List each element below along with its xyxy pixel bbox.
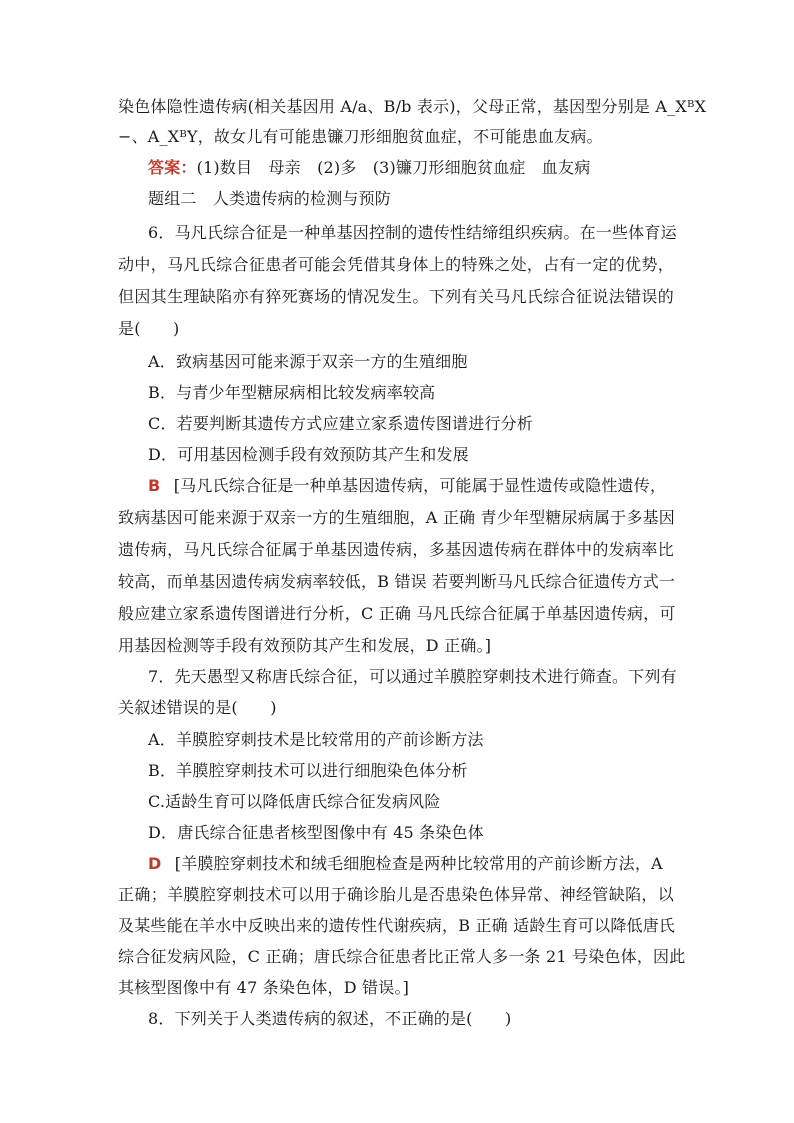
q7-explanation-line: [羊膜腔穿刺技术和绒毛细胞检查是两种比较常用的产前诊断方法，A bbox=[174, 854, 663, 873]
q7-answer-letter: D bbox=[148, 854, 162, 873]
answer-text: (1)数目 母亲 (2)多 (3)镰刀形细胞贫血症 血友病 bbox=[196, 158, 591, 177]
continued-line-2: −、A_XᴮY，故女儿有可能患镰刀形细胞贫血症，不可能患血友病。 bbox=[118, 127, 603, 146]
q6-option-b: B．与青少年型糖尿病相比较发病率较高 bbox=[148, 383, 436, 402]
q6-explanation-line: 用基因检测等手段有效预防其产生和发展，D 正确。] bbox=[118, 636, 492, 655]
answer-line bbox=[148, 157, 590, 179]
q7-explanation-first bbox=[148, 853, 674, 875]
q7-option-d: D．唐氏综合征患者核型图像中有 45 条染色体 bbox=[148, 823, 484, 842]
continued-line-1: 染色体隐性遗传病(相关基因用 A/a、B/b 表示)，父母正常，基因型分别是 A_XᴮX bbox=[118, 97, 707, 116]
q6-explanation-line: 较高，而单基因遗传病发病率较低，B 错误 若要判断马凡氏综合征遗传方式一 bbox=[118, 572, 676, 591]
q6-stem-line: 6．马凡氏综合征是一种单基因控制的遗传性结缔组织疾病。在一些体育运 bbox=[148, 223, 677, 242]
q6-stem-line: 动中，马凡氏综合征患者可能会凭借其身体上的特殊之处，占有一定的优势， bbox=[118, 255, 674, 274]
q6-explanation-first bbox=[148, 475, 674, 497]
q6-option-c: C．若要判断其遗传方式应建立家系遗传图谱进行分析 bbox=[148, 414, 534, 433]
q7-explanation-line: 综合征发病风险，C 正确；唐氏综合征患者比正常人多一条 21 号染色体，因此 bbox=[118, 947, 686, 966]
q6-option-a: A．致病基因可能来源于双亲一方的生殖细胞 bbox=[148, 352, 468, 371]
q6-stem-line: 但因其生理缺陷亦有猝死赛场的情况发生。下列有关马凡氏综合征说法错误的 bbox=[118, 287, 674, 306]
q6-explanation-line: 遗传病，马凡氏综合征属于单基因遗传病，多基因遗传病在群体中的发病率比 bbox=[118, 540, 674, 559]
q7-stem-line: 7．先天愚型又称唐氏综合征，可以通过羊膜腔穿刺技术进行筛查。下列有 bbox=[148, 667, 677, 686]
answer-label: 答案： bbox=[148, 158, 197, 177]
q7-explanation-line: 正确；羊膜腔穿刺技术可以用于确诊胎儿是否患染色体异常、神经管缺陷，以 bbox=[118, 885, 674, 904]
q7-stem-line: 关叙述错误的是( ) bbox=[118, 698, 277, 717]
q7-explanation-line: 其核型图像中有 47 条染色体，D 错误。] bbox=[118, 978, 410, 997]
q7-option-a: A．羊膜腔穿刺技术是比较常用的产前诊断方法 bbox=[148, 730, 484, 749]
q6-explanation-line: 般应建立家系遗传图谱进行分析，C 正确 马凡氏综合征属于单基因遗传病，可 bbox=[118, 604, 676, 623]
q7-option-c: C.适龄生育可以降低唐氏综合征发病风险 bbox=[148, 792, 441, 811]
q7-explanation-line: 及某些能在羊水中反映出来的遗传性代谢疾病，B 正确 适龄生育可以降低唐氏 bbox=[118, 916, 676, 935]
q6-answer-letter: B bbox=[148, 476, 161, 495]
q6-explanation-line: [马凡氏综合征是一种单基因遗传病，可能属于显性遗传或隐性遗传， bbox=[173, 476, 667, 495]
group-heading: 题组二 人类遗传病的检测与预防 bbox=[148, 189, 392, 208]
q6-option-d: D．可用基因检测手段有效预防其产生和发展 bbox=[148, 445, 469, 464]
q6-explanation-line: 致病基因可能来源于双亲一方的生殖细胞，A 正确 青少年型糖尿病属于多基因 bbox=[118, 508, 675, 527]
q7-option-b: B．羊膜腔穿刺技术可以进行细胞染色体分析 bbox=[148, 761, 468, 780]
q8-stem: 8．下列关于人类遗传病的叙述，不正确的是( ) bbox=[148, 1009, 512, 1028]
q6-stem-line: 是( ) bbox=[118, 319, 180, 338]
